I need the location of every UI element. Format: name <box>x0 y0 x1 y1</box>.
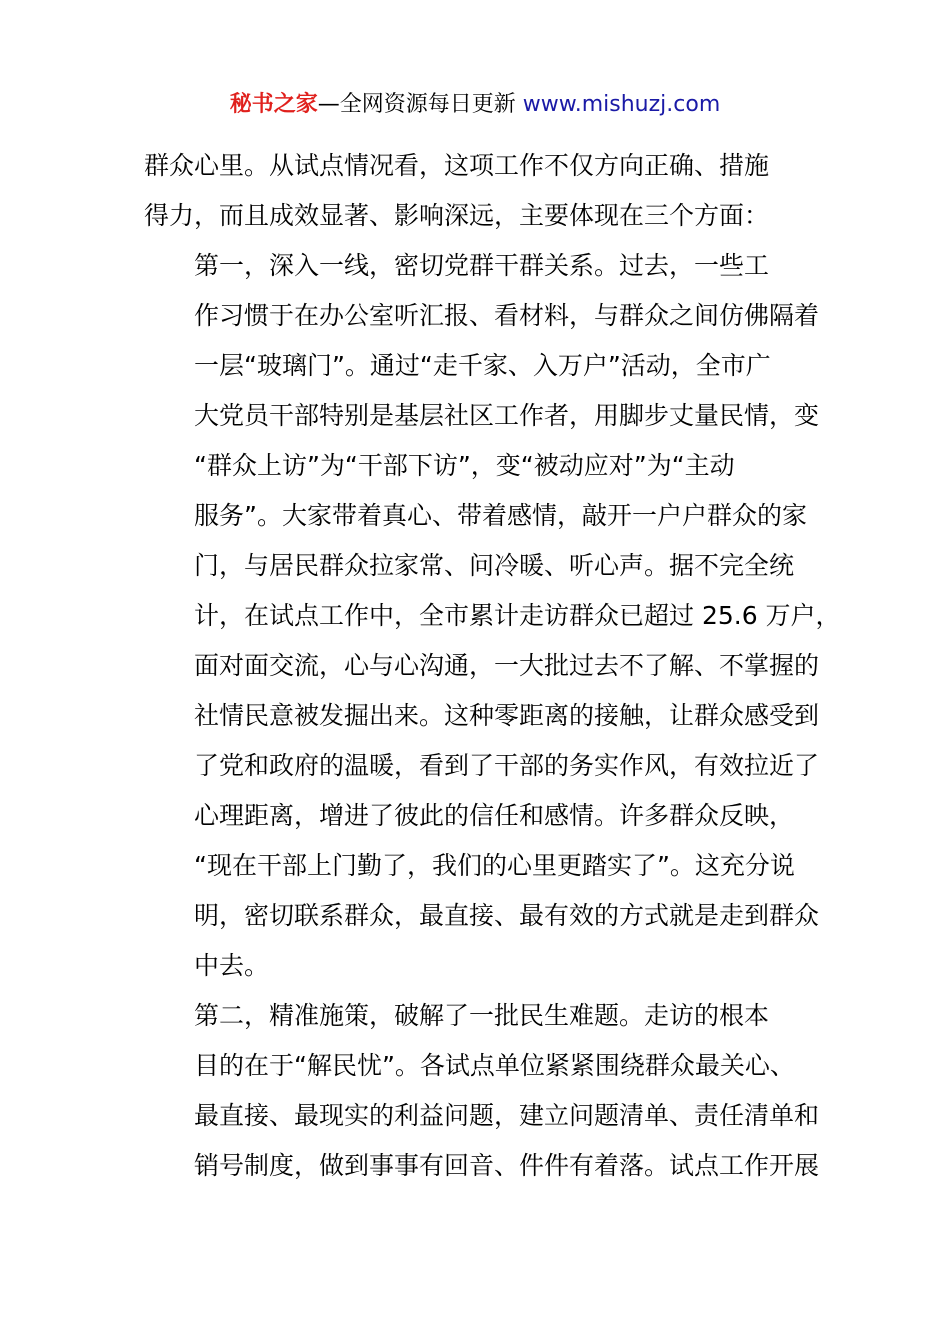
text-line: 销号制度，做到事事有回音、件件有着落。试点工作开展 <box>194 1151 820 1180</box>
text-line: 作习惯于在办公室听汇报、看材料，与群众之间仿佛隔着 <box>194 301 820 330</box>
text-line: 得力，而且成效显著、影响深远，主要体现在三个方面： <box>144 201 770 230</box>
text-line: 第一，深入一线，密切党群干群关系。过去，一些工 <box>194 251 770 280</box>
site-url-link[interactable]: www.mishuzj.com <box>522 92 721 117</box>
text-line: 最直接、最现实的利益问题，建立问题清单、责任清单和 <box>194 1101 820 1130</box>
text-line: 了党和政府的温暖，看到了干部的务实作风，有效拉近了 <box>194 751 820 780</box>
text-line: 心理距离，增进了彼此的信任和感情。许多群众反映， <box>194 801 795 830</box>
site-header <box>0 88 950 122</box>
text-line: 大党员干部特别是基层社区工作者，用脚步丈量民情，变 <box>194 401 820 430</box>
text-line: 计，在试点工作中，全市累计走访群众已超过 25.6 万户， <box>194 601 841 630</box>
text-line: 社情民意被发掘出来。这种零距离的接触，让群众感受到 <box>194 701 820 730</box>
text-line: “现在干部上门勤了，我们的心里更踏实了”。这充分说 <box>194 851 795 880</box>
paragraph-first-point <box>144 241 841 991</box>
text-line: 群众心里。从试点情况看，这项工作不仅方向正确、措施 <box>144 151 770 180</box>
paragraph-intro <box>144 141 809 241</box>
document-body <box>144 141 841 1191</box>
text-line: 目的在于“解民忧”。各试点单位紧紧围绕群众最关心、 <box>194 1051 795 1080</box>
text-line: 门，与居民群众拉家常、问冷暖、听心声。据不完全统 <box>194 551 795 580</box>
paragraph-second-point <box>144 991 820 1191</box>
brand-name: 秘书之家 <box>229 92 318 117</box>
text-line: 中去。 <box>194 951 270 980</box>
text-line: 第二，精准施策，破解了一批民生难题。走访的根本 <box>194 1001 770 1030</box>
text-line: 明，密切联系群众，最直接、最有效的方式就是走到群众 <box>194 901 820 930</box>
text-line: 服务”。大家带着真心、带着感情，敲开一户户群众的家 <box>194 501 807 530</box>
text-line: 一层“玻璃门”。通过“走千家、入万户”活动，全市广 <box>194 351 771 380</box>
text-line: “群众上访”为“干部下访”，变“被动应对”为“主动 <box>194 451 735 480</box>
header-tagline: —全网资源每日更新 <box>317 92 516 117</box>
text-line: 面对面交流，心与心沟通，一大批过去不了解、不掌握的 <box>194 651 820 680</box>
